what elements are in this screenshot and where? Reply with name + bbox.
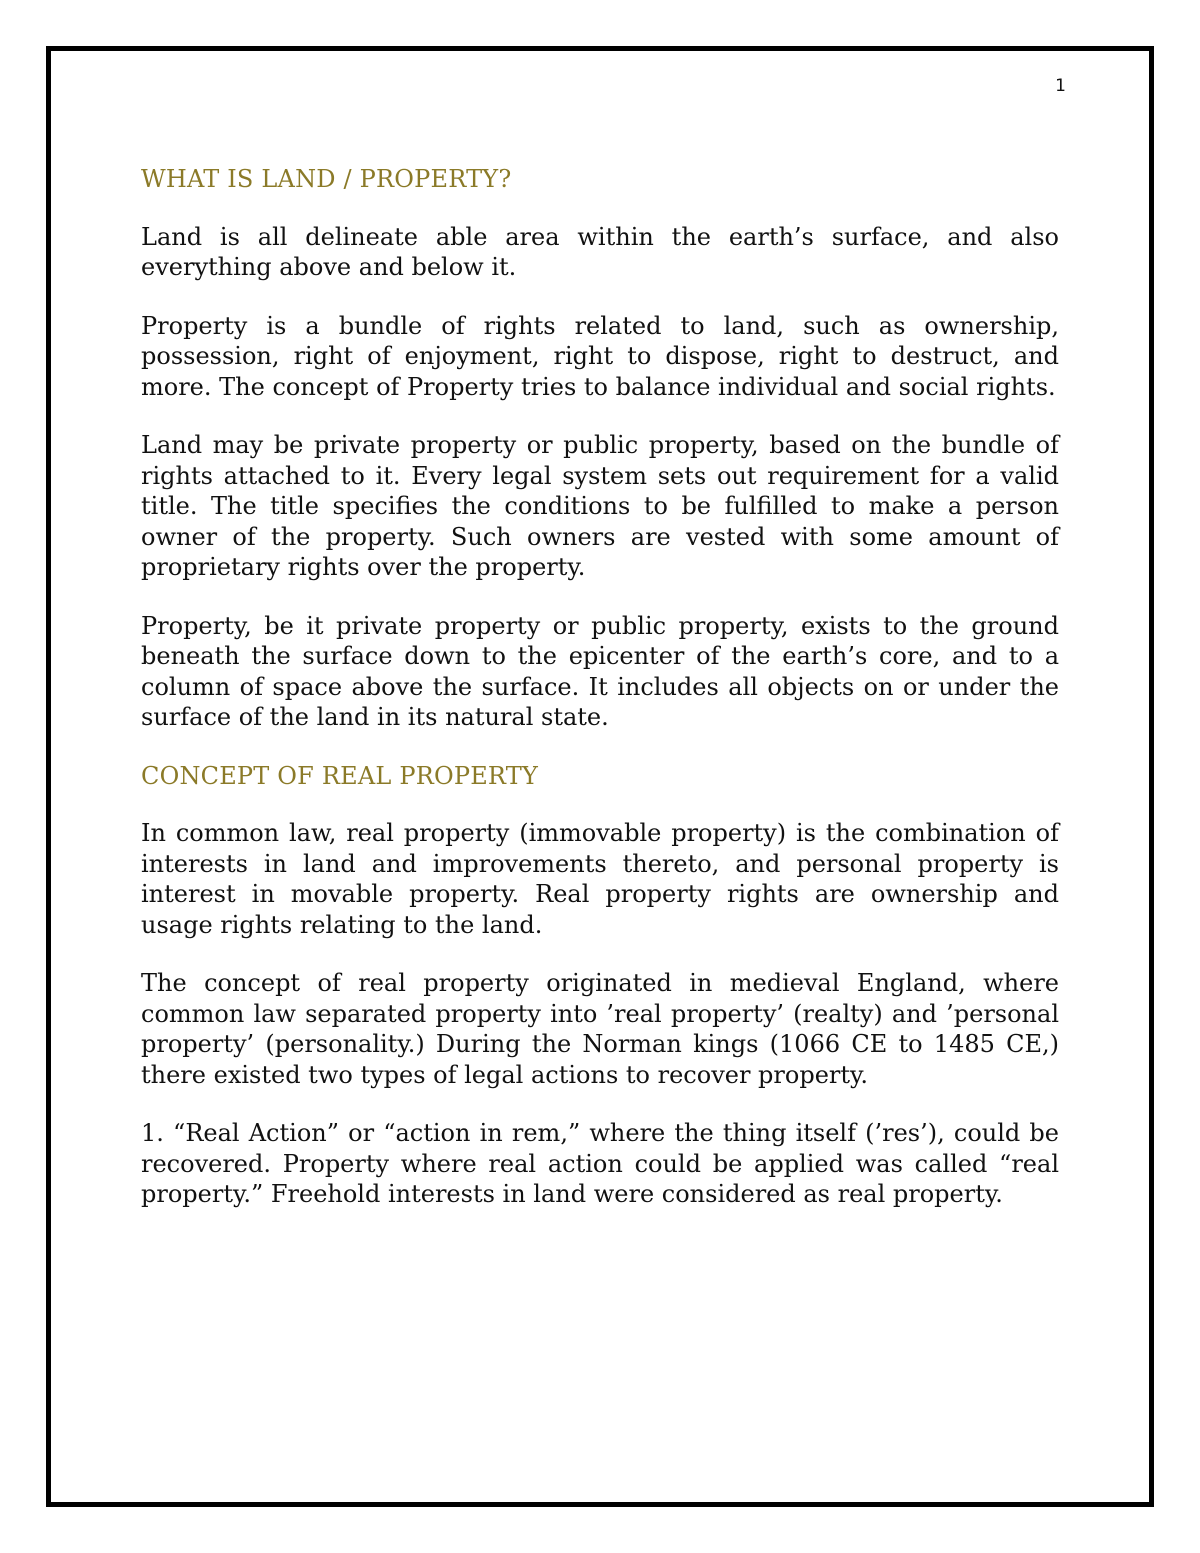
section-heading-what-is-land: WHAT IS LAND / PROPERTY? xyxy=(141,165,512,193)
paragraph-origin: The concept of real property originated in medieval England, where common law separated property into ’real property’ (realty) and ’personal property’ (personality.) During the Norman kings (1066 CE to 1485 CE,) there existed two types of legal actions to recover property. xyxy=(141,969,1059,1089)
paragraph-real-action: 1. “Real Action” or “action in rem,” where the thing itself (’res’), could be recovered. Property where real action could be applied was called “real property.” Freehold interests in land were considered as real property. xyxy=(141,1119,1059,1208)
paragraph-property-definition: Property is a bundle of rights related to land, such as ownership, possession, right of enjoyment, right to dispose, right to destruct, and more. The concept of Property tries to balance individual and social rights. xyxy=(141,311,1059,401)
paragraph-common-law: In common law, real property (immovable property) is the combination of interests in land and improvements thereto, and personal property is interest in movable property. Real property rights are ownership and usage rights relating to the land. xyxy=(141,819,1059,939)
section-heading-real-property: CONCEPT OF REAL PROPERTY xyxy=(141,761,539,790)
paragraph-land-definition: Land is all delineate able area within the earth’s surface, and also everything above and below it. xyxy=(141,222,1059,281)
document-body xyxy=(141,160,1059,1210)
paragraph-private-public: Land may be private property or public property, based on the bundle of rights attached to it. Every legal system sets out requirement for a valid title. The title specifies the conditions to be fulfilled to make a person owner of the property. Such owners are vested with some amount of proprietary rights over the property. xyxy=(141,431,1059,581)
paragraph-property-extent: Property, be it private property or public property, exists to the ground beneath the surface down to the epicenter of the earth’s core, and to a column of space above the surface. It includes all objects on or under the surface of the land in its natural state. xyxy=(141,611,1059,731)
page-number: 1 xyxy=(1055,76,1066,96)
